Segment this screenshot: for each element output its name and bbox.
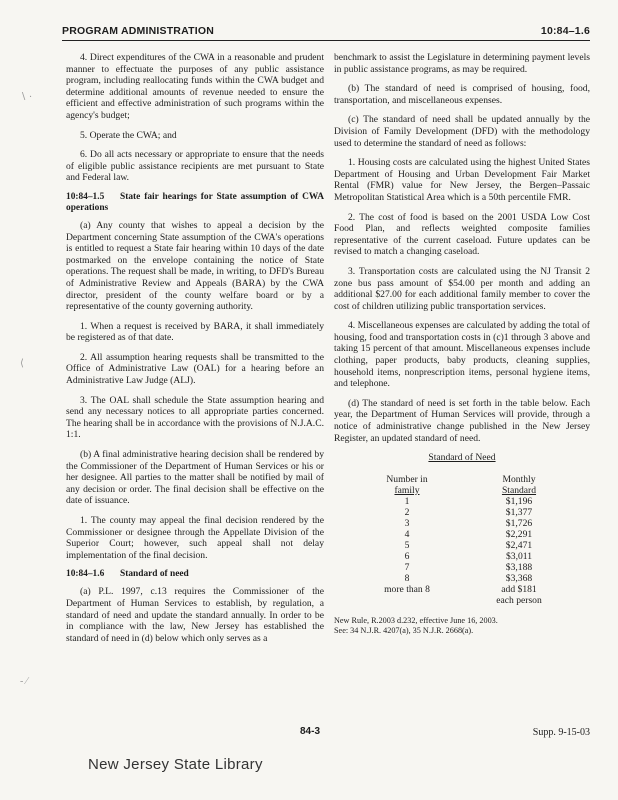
paragraph: 5. Operate the CWA; and [80, 129, 177, 141]
monthly-standard-cell: $1,196 [505, 495, 533, 507]
monthly-standard-cell: $3,188 [505, 561, 533, 573]
table-row [352, 573, 576, 584]
table-header-row [352, 474, 576, 496]
monthly-standard-cell: add $181 [501, 583, 537, 595]
monthly-standard-cell: $3,368 [505, 572, 533, 584]
family-size-cell: 6 [404, 550, 410, 562]
family-size-cell: 1 [404, 495, 410, 507]
margin-mark: ‑ ⁄ [20, 676, 28, 687]
paragraph: 1. When a request is received by BARA, it shall immediately be registered as of that date. [66, 320, 324, 344]
supplement-date: Supp. 9-15-03 [532, 727, 590, 738]
table-row [352, 540, 576, 551]
table-row [352, 584, 576, 595]
paragraph: (a) Any county that wishes to appeal a decision by the Department concerning State assumption of the CWA's operations is entitled to request a State fair hearing within 10 days of the date postmarked on the envelope containing the notice of State operations. The request shall be made, in writing, to DFD's Bureau of Administrative Review and Appeals (BARA) by the CWA director, president of the county welfare board or by a representative of the county governing authority. [66, 219, 324, 313]
paragraph: (b) The standard of need is comprised of housing, food, transportation, and miscellaneous expenses. [334, 83, 590, 106]
family-size-cell: 8 [404, 572, 410, 584]
section-number: 10:84–1.5 [66, 191, 105, 202]
paragraph: 3. Transportation costs are calculated using the NJ Transit 2 zone bus pass amount of $54.00 per month and adding an additional $27.00 for each additional family member to cover the cost of children utilizing public transportation services. [334, 265, 590, 312]
family-size-cell: more than 8 [384, 583, 430, 595]
paragraph: 4. Miscellaneous expenses are calculated by adding the total of housing, food and transportation costs in (c)1 through 3 above and taking 15 percent of that amount. Miscellaneous expenses include clothing, paper products, baby products, cleaning supplies, household items, nonprescription items, personal hygiene items, and telephone. [334, 320, 590, 390]
family-size-cell: 3 [404, 517, 410, 529]
section-heading-1-5 [66, 192, 324, 214]
family-size-cell [352, 595, 462, 606]
history-line: See: 34 N.J.R. 4207(a), 35 N.J.R. 2668(a). [334, 625, 474, 635]
left-column [66, 52, 324, 652]
paragraph: 3. The OAL shall schedule the State assumption hearing and send any necessary notices to all appropriate parties concerned. The hearing shall be in accordance with the provisions of N.J.A.C. 1:1. [66, 394, 324, 441]
page-number: 84-3 [300, 726, 321, 737]
column-header: Number in family [386, 473, 428, 496]
table-row [352, 507, 576, 518]
monthly-standard-cell: $3,011 [505, 550, 533, 562]
monthly-standard-cell: $1,377 [505, 506, 533, 518]
header-section-number: 10:84–1.6 [540, 25, 590, 37]
paragraph: (d) The standard of need is set forth in the table below. Each year, the Department of Human Services will provide, through a notice of administrative change published in the New Jersey Register, an updated standard of need. [334, 397, 590, 444]
table-title: Standard of Need [428, 452, 496, 464]
history-note [334, 616, 590, 636]
paragraph: (c) The standard of need shall be updated annually by the Division of Family Development (DFD) with the methodology used to determine the standard of need as follows: [334, 114, 590, 149]
standard-of-need-table [352, 474, 576, 606]
header-chapter-title: PROGRAM ADMINISTRATION [62, 25, 214, 37]
section-heading-1-6 [66, 569, 324, 580]
monthly-standard-cell: each person [496, 594, 542, 606]
paragraph: (a) P.L. 1997, c.13 requires the Commissioner of the Department of Human Services to establish, by regulation, a standard of need and update the standard annually. In order to be in compliance with the law, New Jersey has established the standard of need in (d) below which only serves as a [66, 586, 324, 644]
margin-mark: ⟨ [20, 358, 24, 369]
section-number: 10:84–1.6 [66, 569, 105, 580]
table-row [352, 529, 576, 540]
library-watermark: New Jersey State Library [88, 756, 263, 773]
paragraph: 4. Direct expenditures of the CWA in a reasonable and prudent manner to effectuate the purposes of any public assistance program, including reallocating funds within the CWA budget and determine additional amounts of revenue needed to ensure the efficient and effective administration of such programs within the agency's budget; [66, 52, 324, 121]
table-row [352, 551, 576, 562]
family-size-cell: 5 [404, 539, 410, 551]
section-title: Standard of need [120, 569, 189, 580]
table-row [352, 595, 576, 606]
paragraph: 6. Do all acts necessary or appropriate to ensure that the needs of eligible public assistance recipients are met pursuant to State and Federal law. [66, 149, 324, 184]
paragraph: 1. Housing costs are calculated using the highest United States Department of Housing and Urban Development Fair Market Rental (FMR) value for New Jersey, the Bergen–Passaic Metropolitan Statistical Area which is a 50th percentile FMR. [334, 157, 590, 203]
paragraph: (b) A final administrative hearing decision shall be rendered by the Commissioner of the Department of Human Services or his or her designee. All parties to the matter shall be notified by mail of any decision or order. The final decision shall be effective on the date of issuance. [66, 449, 324, 507]
running-header [62, 24, 590, 41]
paragraph: 2. The cost of food is based on the 2001 USDA Low Cost Food Plan, and reflects weighted composite families representative of the current caseload. Future updates can be revised to match a changing caseload. [334, 211, 590, 258]
margin-mark: ∖ · [20, 92, 33, 103]
family-size-cell: 2 [404, 506, 410, 518]
family-size-cell: 7 [404, 561, 410, 573]
monthly-standard-cell: $1,726 [505, 517, 533, 529]
monthly-standard-cell: $2,471 [505, 539, 533, 551]
section-title: State fair hearings for State assumption of CWA operations [66, 191, 324, 213]
table-row [352, 518, 576, 529]
family-size-cell: 4 [404, 528, 410, 540]
paragraph: 2. All assumption hearing requests shall be transmitted to the Office of Administrative Law (OAL) for a hearing before an Administrative Law Judge (ALJ). [66, 351, 324, 387]
right-column [334, 52, 590, 636]
column-header: Monthly Standard [501, 473, 537, 496]
paragraph: benchmark to assist the Legislature in determining payment levels in public assistance programs, as may be required. [334, 52, 590, 75]
history-line: New Rule, R.2003 d.232, effective June 16, 2003. [334, 615, 498, 625]
table-row [352, 496, 576, 507]
monthly-standard-cell: $2,291 [505, 528, 533, 540]
table-row [352, 562, 576, 573]
paragraph: 1. The county may appeal the final decision rendered by the Commissioner or designee through the Appellate Division of the Superior Court; however, such appeal shall not delay implementation of the final decision. [66, 515, 324, 561]
